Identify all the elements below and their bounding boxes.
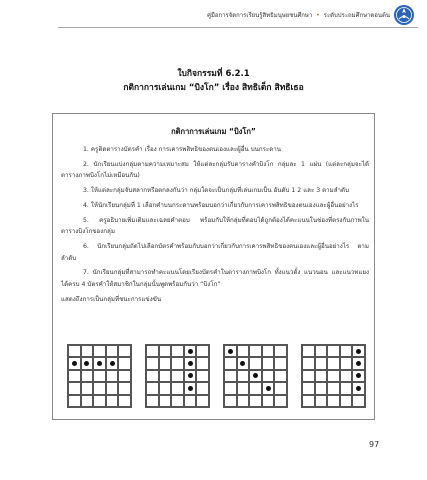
bingo-cell [93,370,106,382]
bingo-cell [171,345,184,357]
bingo-cell [315,370,328,382]
activity-title: กติกาการเล่นเกม “บิงโก” เรื่อง สิทธิเด็ก สิทธิเธอ [123,83,304,93]
rule-step: 7. นักเรียนกลุ่มที่สามารถทำคะแนนโดยเรียงบัตรคำในตารางภาพบิงโก ทั้งแนวตั้ง แนวนอน และแนวทแยงได้ครบ 4 บัตรคำให้สมาชิกในกลุ่มนั้นพูดพร้อมกันว่า “บิงโก” [61,269,369,289]
bingo-cell [302,370,315,382]
rule-step: 1. ครูติดตารางบัตรคำ เรื่อง การเคารพสิทธิของตนเองและผู้อื่น บนกระดาน [83,146,281,153]
bingo-cell [159,357,172,369]
bingo-cell [262,395,275,407]
bingo-cell [68,345,81,357]
bingo-cell [171,357,184,369]
rules-heading: กติกาการเล่นเกม “บิงโก” [171,127,256,136]
bingo-cell [146,395,159,407]
bingo-cell [118,345,131,357]
bingo-cell-marked [68,357,81,369]
bingo-cell [327,357,340,369]
header-rule [58,27,418,28]
rule-step: 3. ให้แต่ละกลุ่มจับสลากหรือตกลงกันว่า กลุ่มใดจะเป็นกลุ่มที่เล่นเกมเป็น อันดับ 1 2 และ 3 ตามลำดับ [83,187,349,195]
bingo-cell [340,357,353,369]
bingo-cell-marked [184,345,197,357]
rule-note: แสดงถึงการเป็นกลุ่มที่ชนะการแข่งขัน [61,295,162,303]
bingo-cell [237,370,250,382]
bingo-cell [81,370,94,382]
bingo-cell [274,357,287,369]
bingo-grid [67,344,132,408]
bingo-cell [340,395,353,407]
bingo-cell [159,382,172,394]
bingo-cell [274,382,287,394]
bingo-cell-marked [106,357,119,369]
bingo-cell-marked [352,345,365,357]
bingo-cell [302,395,315,407]
bingo-cell [118,382,131,394]
bingo-cell-marked [93,357,106,369]
bingo-cell [106,382,119,394]
page-header [150,6,390,26]
bingo-cell [327,382,340,394]
bingo-cell [106,345,119,357]
bingo-cell [262,357,275,369]
bingo-cell [68,370,81,382]
bingo-cell [196,382,209,394]
bingo-cell-marked [352,370,365,382]
emblem-logo [393,4,415,26]
bingo-cell-marked [352,382,365,394]
bingo-cell [68,395,81,407]
bingo-cell [274,395,287,407]
bingo-cell [146,382,159,394]
rule-step: 4. ให้นักเรียนกลุ่มที่ 1 เลือกคำบนกระดานพร้อมบอกว่าเกี่ยวกับการเคารพสิทธิของตนเองและผู้อื่นอย่างไร [83,201,359,209]
bingo-cell [68,382,81,394]
bingo-cell-marked [184,357,197,369]
bingo-cell [327,345,340,357]
bingo-cell [159,370,172,382]
bingo-grid [223,344,288,408]
bingo-cell [196,370,209,382]
rule-step: 6. นักเรียนกลุ่มถัดไปเลือกบัตรคำพร้อมกับบอกว่าเกี่ยวกับการเคารพสิทธิของตนเองและผู้อื่นอย่างไร ตามลำดับ [61,243,369,262]
bingo-cell-marked [352,357,365,369]
bingo-cell [249,382,262,394]
bingo-cell [159,345,172,357]
bingo-cell [224,357,237,369]
bingo-cell [171,382,184,394]
bingo-cell [315,345,328,357]
bingo-cell [340,345,353,357]
bingo-cell-marked [249,370,262,382]
bingo-cell [146,370,159,382]
bingo-cell [93,382,106,394]
bingo-cell [93,395,106,407]
bingo-cell [106,370,119,382]
bingo-cell [352,395,365,407]
bingo-examples [67,344,367,408]
bingo-cell [302,382,315,394]
bingo-cell [196,345,209,357]
bingo-cell [302,357,315,369]
bingo-cell-marked [262,382,275,394]
bingo-cell [237,345,250,357]
bingo-cell [237,382,250,394]
bingo-cell [315,357,328,369]
bingo-cell [118,370,131,382]
bingo-cell [274,370,287,382]
page-number: 97 [369,440,380,449]
bingo-cell [315,395,328,407]
bingo-cell [146,357,159,369]
level-label: ระดับประถมศึกษาตอนต้น [323,12,390,19]
bingo-cell-marked [184,382,197,394]
bingo-cell [146,345,159,357]
activity-number: ใบกิจกรรมที่ 6.2.1 [177,69,250,79]
bingo-cell [315,382,328,394]
bingo-cell [274,345,287,357]
bingo-cell [262,345,275,357]
bingo-cell [340,370,353,382]
bingo-cell-marked [224,345,237,357]
bingo-cell [327,395,340,407]
bingo-cell [171,370,184,382]
bingo-cell [106,395,119,407]
bingo-cell [224,370,237,382]
bingo-cell [171,395,184,407]
bingo-cell [93,345,106,357]
bingo-cell [224,382,237,394]
bingo-cell [224,395,237,407]
rules-box [52,113,375,420]
bingo-cell [196,395,209,407]
bingo-cell [327,370,340,382]
bingo-cell [237,395,250,407]
bingo-grid [145,344,210,408]
bingo-cell [302,345,315,357]
rule-step: 5. ครูอธิบายเพิ่มเติมและเฉลยคำตอบ พร้อมกับให้กลุ่มที่ตอบได้ถูกต้องได้คะแนนในช่องที่ตรงกับภาพในตารางบิงโกของกลุ่ม [61,216,369,236]
bingo-cell [81,345,94,357]
bingo-cell-marked [237,357,250,369]
bingo-cell-marked [184,370,197,382]
bingo-cell [340,382,353,394]
bingo-cell [196,357,209,369]
bingo-cell [249,357,262,369]
bingo-cell-marked [81,357,94,369]
rules-steps [61,144,369,309]
bingo-cell [184,395,197,407]
bingo-cell [118,395,131,407]
bingo-cell [81,382,94,394]
book-title: คู่มือการจัดการเรียนรู้สิทธิมนุษยชนศึกษา [206,12,313,19]
header-separator: • [316,12,320,19]
bingo-cell [262,370,275,382]
bingo-cell [159,395,172,407]
bingo-cell [81,395,94,407]
bingo-cell [249,395,262,407]
bingo-grid [301,344,366,408]
bingo-cell [249,345,262,357]
bingo-cell [118,357,131,369]
rule-step: 2. นักเรียนแบ่งกลุ่มตามความเหมาะสม ให้แต่ละกลุ่มรับตารางคำบิงโก กลุ่มละ 1 แผ่น (แต่ละกลุ่มจะได้ตารางภาพบิงโกไม่เหมือนกัน) [61,160,369,180]
